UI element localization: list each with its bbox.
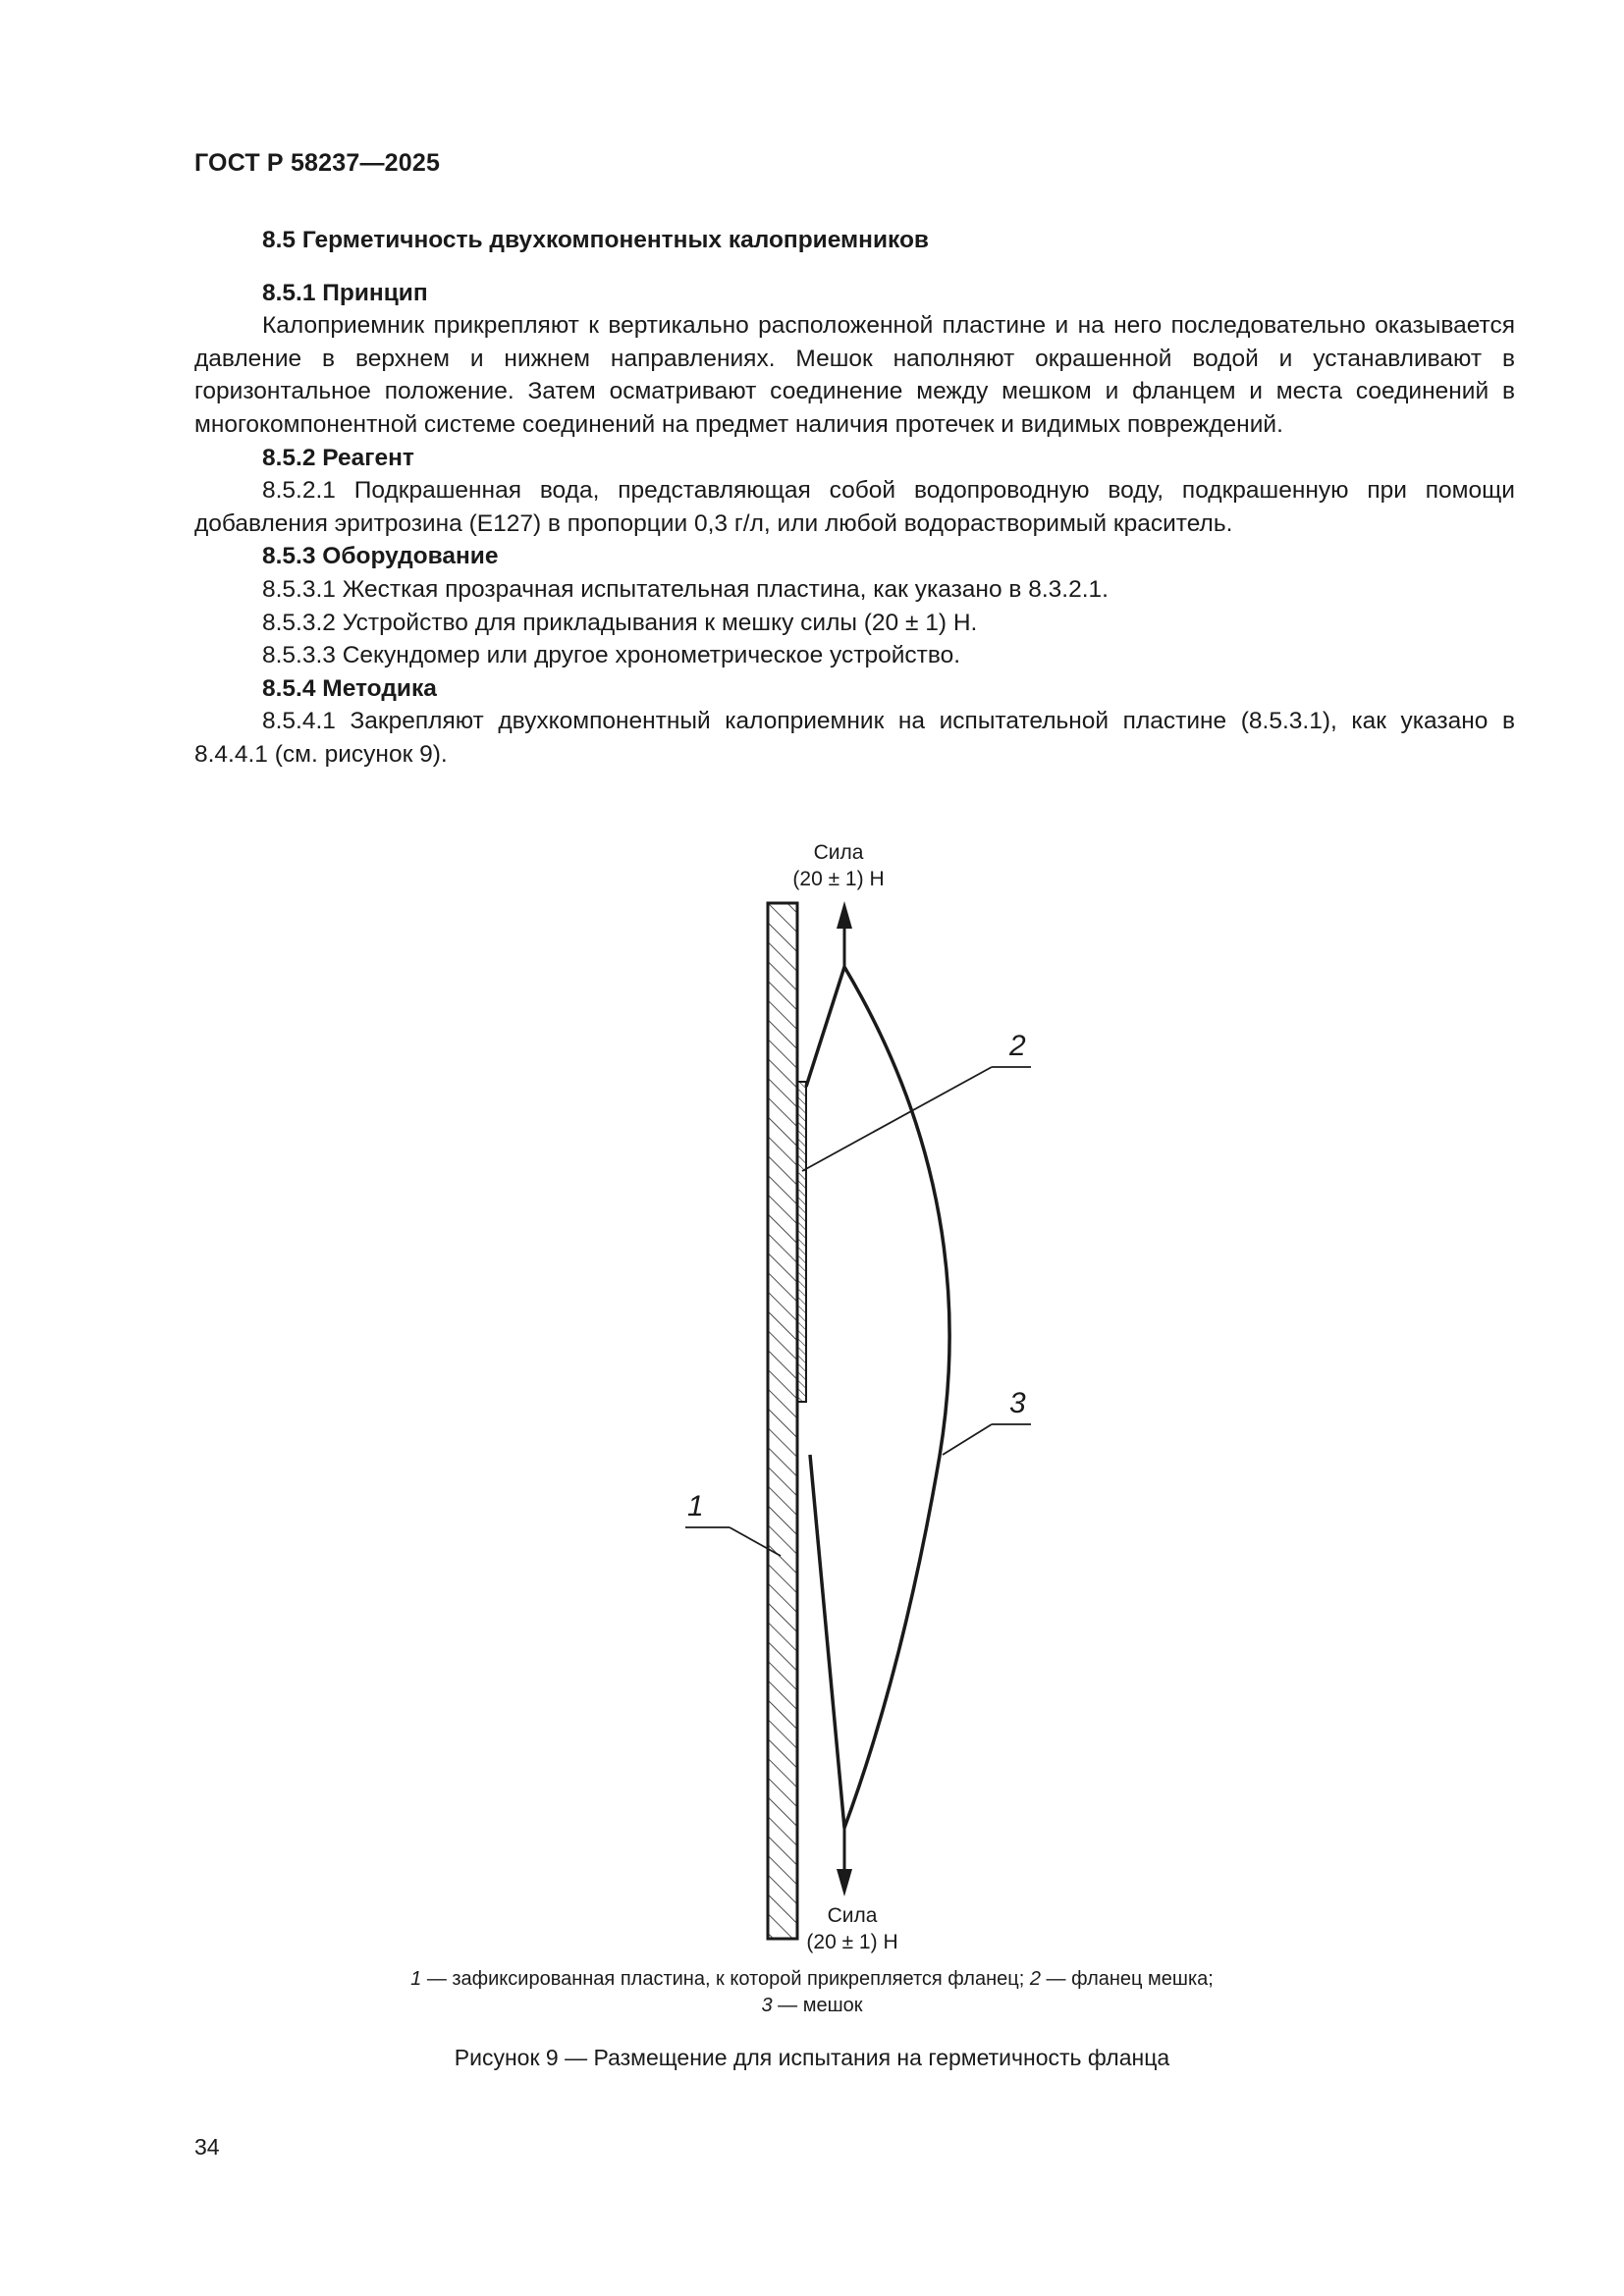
method-heading: 8.5.4 Методика xyxy=(262,674,437,702)
reagent-heading: 8.5.2 Реагент xyxy=(262,444,414,471)
page-number: 34 xyxy=(194,2134,220,2160)
force-arrow-bottom-head xyxy=(837,1869,852,1896)
callout-1: 1 xyxy=(687,1490,704,1522)
equipment-item-1: 8.5.3.1 Жесткая прозрачная испытательная пластина, как указано в 8.3.2.1. xyxy=(262,575,1109,603)
fixed-plate xyxy=(768,903,797,1939)
method-paragraph: 8.5.4.1 Закрепляют двухкомпонентный калоприемник на испытательной пластине (8.5.3.1), как указано в 8.4.4.1 (см. рисунок 9). xyxy=(194,708,1515,768)
force-label-top-line2: (20 ± 1) Н xyxy=(792,868,885,890)
legend-num-1: 1 xyxy=(410,1968,422,1990)
reagent-paragraph: 8.5.2.1 Подкрашенная вода, представляющая собой водопроводную воду, подкрашенную при помощи добавления эритрозина (Е127) в пропорции 0,3 г/л, или любой водорастворимый краситель. xyxy=(194,477,1515,537)
force-label-top-line1: Сила xyxy=(813,841,864,864)
principle-paragraph: Калоприемник прикрепляют к вертикально расположенной пластине и на него последовательно оказывается давление в верхнем и нижнем направлениях. Мешок наполняют окрашенной водой и устанавливают в горизонтальное положение. Затем осматривают соединение между мешком и фланцем и места соединений в многокомпонентной системе соединений на предмет наличия протечек и видимых повреждений. xyxy=(194,312,1515,438)
section-title: 8.5 Герметичность двухкомпонентных калоприемников xyxy=(262,227,929,253)
force-label-top xyxy=(750,839,927,892)
leader-line-2-diag xyxy=(802,1067,992,1171)
legend-num-2: 2 xyxy=(1029,1968,1041,1990)
legend-text-1: — зафиксированная пластина, к которой прикрепляется фланец; xyxy=(421,1968,1030,1990)
document-body xyxy=(194,224,1515,772)
bag-outline xyxy=(806,967,949,1828)
equipment-item-3: 8.5.3.3 Секундомер или другое хронометрическое устройство. xyxy=(262,642,961,669)
force-label-bottom xyxy=(764,1902,941,1955)
callout-2: 2 xyxy=(1009,1030,1026,1062)
force-arrow-top-head xyxy=(837,901,852,929)
figure-legend xyxy=(196,1966,1428,2019)
equipment-item-2: 8.5.3.2 Устройство для прикладывания к мешку силы (20 ± 1) Н. xyxy=(262,609,978,636)
legend-text-3: — мешок xyxy=(772,1995,863,2016)
legend-text-2: — фланец мешка; xyxy=(1040,1968,1214,1990)
figure-caption: Рисунок 9 — Размещение для испытания на герметичность фланца xyxy=(454,2045,1170,2070)
force-label-bottom-line2: (20 ± 1) Н xyxy=(806,1931,898,1953)
legend-num-3: 3 xyxy=(761,1995,773,2016)
bag-flange xyxy=(797,1082,806,1402)
callout-3: 3 xyxy=(1009,1387,1026,1419)
equipment-heading: 8.5.3 Оборудование xyxy=(262,543,499,570)
leader-line-3-diag xyxy=(943,1424,992,1455)
force-label-bottom-line1: Сила xyxy=(827,1904,878,1927)
principle-heading: 8.5.1 Принцип xyxy=(262,279,428,306)
document-header: ГОСТ Р 58237—2025 xyxy=(194,149,441,177)
leader-line-1-diag xyxy=(730,1527,781,1556)
